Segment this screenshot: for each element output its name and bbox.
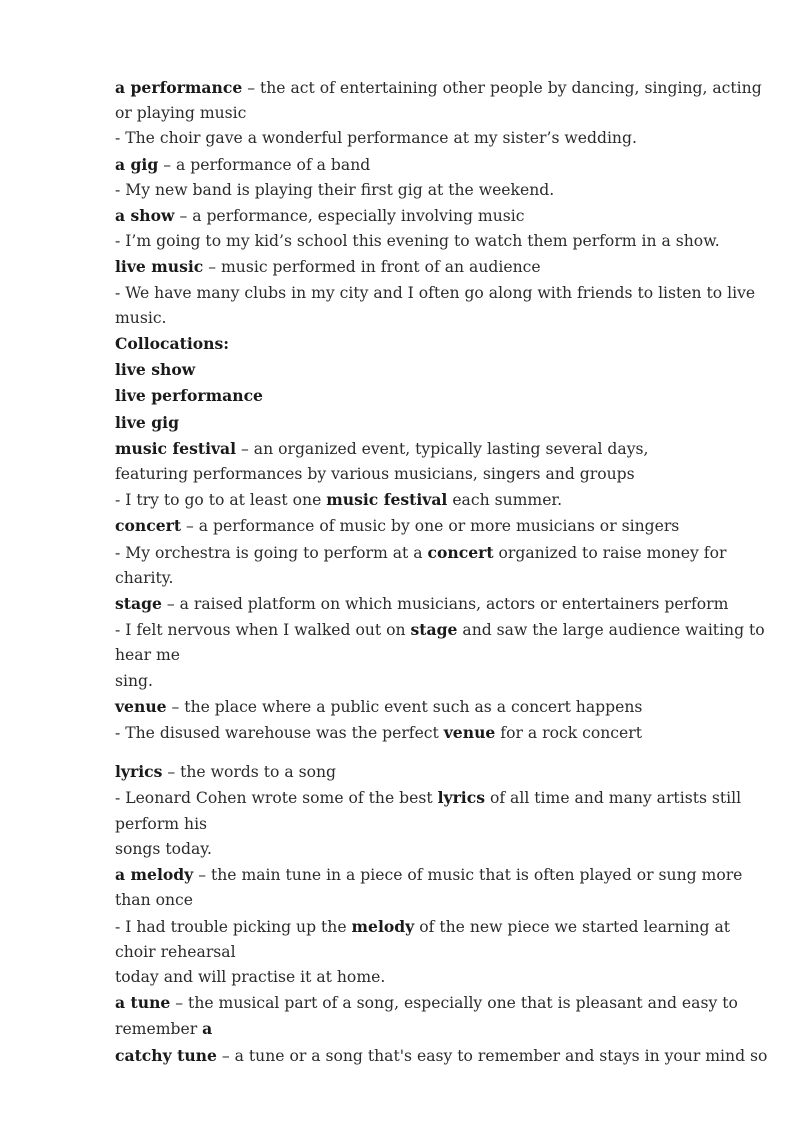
bold-term: a melody <box>115 865 194 885</box>
text-line <box>115 759 755 785</box>
text-run: – the words to a song <box>162 763 337 782</box>
bold-term: melody <box>351 916 415 936</box>
text-run: - I’m going to my kid’s school this evening to watch them perform in a show. <box>115 232 720 251</box>
text-line <box>115 357 755 383</box>
bold-term: live performance <box>115 386 263 406</box>
text-line <box>115 837 755 862</box>
text-run: each summer. <box>447 491 563 510</box>
text-run: sing. <box>115 671 153 690</box>
text-line <box>115 940 755 965</box>
text-run: - Leonard Cohen wrote some of the best <box>115 789 438 808</box>
text-line <box>115 694 755 720</box>
document-page <box>115 75 768 1069</box>
text-line <box>115 540 755 566</box>
text-run: – a performance of a band <box>158 155 371 174</box>
text-line <box>115 1016 755 1042</box>
text-line <box>115 306 755 331</box>
text-line <box>115 436 755 462</box>
text-line <box>115 720 755 746</box>
text-line <box>115 888 755 913</box>
text-line <box>115 914 755 940</box>
text-run: or playing music <box>115 104 247 123</box>
text-run: – music performed in front of an audience <box>203 258 541 277</box>
bold-term: music festival <box>115 438 237 458</box>
text-run: of the new piece we started learning at <box>414 917 731 936</box>
text-run: of all time and many artists still <box>484 789 742 808</box>
text-run: and saw the large audience waiting to <box>457 621 765 640</box>
bold-term: a <box>202 1019 213 1039</box>
text-run: charity. <box>115 568 174 587</box>
text-run: – a tune or a song that's easy to remember and stays in your mind so <box>216 1046 768 1065</box>
text-line <box>115 75 762 101</box>
text-run: - The choir gave a wonderful performance at my sister’s wedding. <box>115 129 637 148</box>
text-run: - I try to go to at least one <box>115 491 327 510</box>
bold-term: concert <box>427 542 494 562</box>
text-line <box>115 591 755 617</box>
text-run: – the place where a public event such as a concert happens <box>166 697 643 716</box>
text-line <box>115 281 755 306</box>
text-run: songs today. <box>115 839 213 858</box>
bold-term: a performance <box>115 78 243 97</box>
text-line <box>115 462 755 487</box>
text-run: - We have many clubs in my city and I often go along with friends to listen to live <box>115 283 756 302</box>
text-run: – a raised platform on which musicians, actors or entertainers perform <box>161 595 729 614</box>
text-line <box>115 229 755 254</box>
bold-term: a tune <box>115 993 171 1013</box>
bold-term: concert <box>115 516 182 536</box>
text-run: choir rehearsal <box>115 942 236 961</box>
text-line <box>115 203 755 229</box>
bold-term: live show <box>115 360 196 380</box>
text-line <box>115 152 755 178</box>
text-run: - The disused warehouse was the perfect <box>115 724 444 743</box>
text-line <box>115 990 755 1016</box>
bold-term: stage <box>115 594 162 614</box>
text-line <box>115 1043 768 1069</box>
text-run: music. <box>115 308 167 327</box>
text-run: featuring performances by various musicians, singers and groups <box>115 465 635 484</box>
text-run: organized to raise money for <box>493 543 727 562</box>
bold-term: Collocations: <box>115 334 230 354</box>
text-line <box>115 643 755 668</box>
bold-term: a gig <box>115 154 159 174</box>
text-run: – a performance of music by one or more musicians or singers <box>181 517 680 536</box>
text-line <box>115 862 755 888</box>
text-run: hear me <box>115 646 180 665</box>
text-run: remember <box>115 1020 203 1039</box>
bold-term: lyrics <box>115 762 163 782</box>
text-line <box>115 487 755 513</box>
text-line <box>115 383 755 409</box>
text-run: – the main tune in a piece of music that is often played or sung more <box>193 866 743 885</box>
bold-term: venue <box>115 696 167 716</box>
bold-term: venue <box>443 723 496 743</box>
text-line <box>115 126 755 151</box>
text-line <box>115 101 755 126</box>
text-line <box>115 812 755 837</box>
text-run: - I had trouble picking up the <box>115 917 352 936</box>
text-run: – the act of entertaining other people by dancing, singing, acting <box>242 79 762 97</box>
bold-term: catchy tune <box>115 1045 217 1065</box>
text-line <box>115 785 755 811</box>
bold-term: live music <box>115 257 204 277</box>
text-run: for a rock concert <box>495 724 642 743</box>
text-line <box>115 331 755 357</box>
text-run: – the musical part of a song, especially one that is pleasant and easy to <box>170 994 738 1013</box>
text-line <box>115 617 765 643</box>
text-run: today and will practise it at home. <box>115 967 386 986</box>
text-line <box>115 669 755 694</box>
text-run: - My orchestra is going to perform at a <box>115 543 428 562</box>
bold-term: a show <box>115 206 175 226</box>
bold-term: lyrics <box>437 788 485 808</box>
text-line <box>115 410 755 436</box>
bold-term: music festival <box>326 490 448 510</box>
text-run: than once <box>115 891 193 910</box>
text-line <box>115 178 755 203</box>
text-line <box>115 566 755 591</box>
text-line <box>115 513 755 539</box>
text-run: – an organized event, typically lasting several days, <box>236 439 649 458</box>
text-run: – a performance, especially involving music <box>174 207 525 226</box>
text-line <box>115 254 755 280</box>
bold-term: stage <box>410 620 458 640</box>
text-line <box>115 965 755 990</box>
text-run: - I felt nervous when I walked out on <box>115 621 411 640</box>
bold-term: live gig <box>115 412 179 432</box>
text-run: perform his <box>115 814 208 833</box>
text-run: - My new band is playing their first gig at the weekend. <box>115 180 555 199</box>
